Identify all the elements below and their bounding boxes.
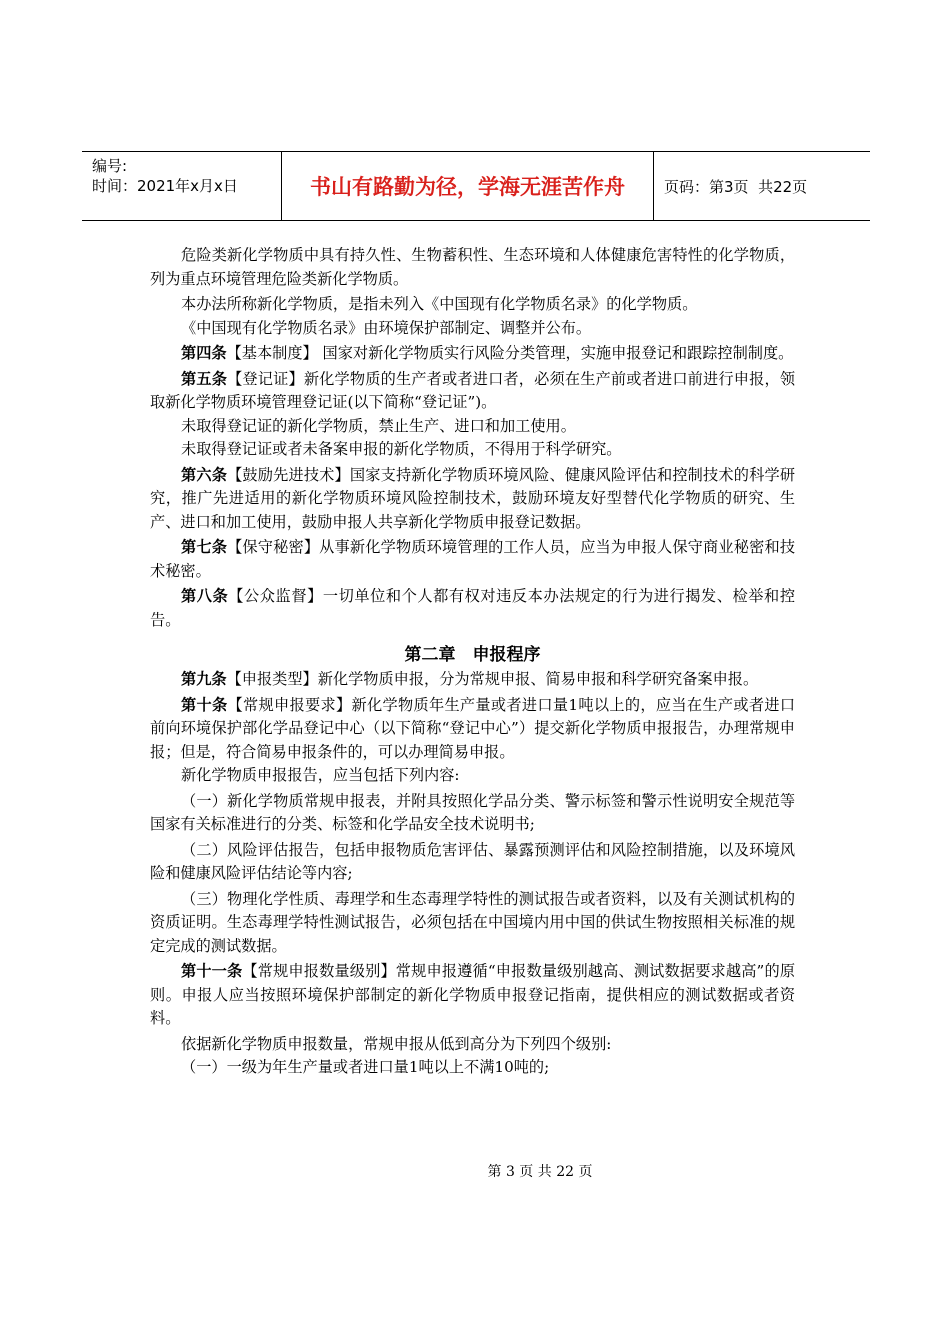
header-table [82,151,870,221]
footer-page-number: 第 3 页 共 22 页 [487,1164,593,1180]
paragraph: 未取得登记证的新化学物质，禁止生产、进口和加工使用。 [181,416,576,435]
article-title: 第四条 [181,344,227,362]
page-label: 页码：第3页 共22页 [664,177,808,196]
header-right-cell [654,152,870,220]
list-item: （三）物理化学性质、毒理学和生态毒理学特性的测试报告或者资料，以及有关测试机构的资质证明。生态毒理学特性测试报告，必须包括在中国境内用中国的供试生物按照相关标准的规定完成的测试数据。 [150,889,795,955]
chapter-heading: 第二章 申报程序 [404,645,541,665]
list-item: （一）新化学物质常规申报表，并附具按照化学品分类、警示标签和警示性说明安全规范等国家有关标准进行的分类、标签和化学品安全技术说明书; [150,791,795,833]
article-text: 【常规申报数量级别】常规申报遵循“申报数量级别越高、测试数据要求越高”的原则。申报人应当按照环境保护部制定的新化学物质申报登记指南，提供相应的测试数据或者资料。 [150,962,796,1027]
article-11 [150,960,795,1031]
article-title: 第九条 [181,670,227,688]
paragraph: 危险类新化学物质中具有持久性、生物蓄积性、生态环境和人体健康危害特性的化学物质，列为重点环境管理危险类新化学物质。 [150,246,795,288]
article-text: 【登记证】新化学物质的生产者或者进口者，必须在生产前或者进口前进行申报，领取新化学物质环境管理登记证(以下简称“登记证”)。 [150,369,795,411]
page-footer [0,1161,950,1181]
article-title: 第七条 [181,538,228,556]
paragraph: 《中国现有化学物质名录》由环境保护部制定、调整并公布。 [181,318,592,337]
article-7 [150,536,795,583]
list-item: （二）风险评估报告，包括申报物质危害评估、暴露预测评估和风险控制措施，以及环境风险和健康风险评估结论等内容; [150,840,795,882]
paragraph: 依据新化学物质申报数量，常规申报从低到高分为下列四个级别: [181,1034,612,1053]
paragraph: 本办法所称新化学物质，是指未列入《中国现有化学物质名录》的化学物质。 [181,295,698,313]
article-text: 【常规申报要求】新化学物质年生产量或者进口量1吨以上的，应当在生产或者进口前向环境保护部化学品登记中心（以下简称“登记中心”）提交新化学物质申报报告，办理常规申报；但是，符合简易申报条件的，可以办理简易申报。 [150,695,796,761]
paragraph: 未取得登记证或者未备案申报的新化学物质，不得用于科学研究。 [181,440,622,458]
article-4 [150,342,795,366]
article-text: 【保守秘密】从事新化学物质环境管理的工作人员，应当为申报人保守商业秘密和技术秘密。 [150,538,795,580]
article-title: 第六条 [181,465,228,484]
number-label: 编号: [92,157,128,175]
time-label: 时间：2021年x月x日 [92,177,238,195]
list-item: （一）一级为年生产量或者进口量1吨以上不满10吨的; [181,1058,550,1076]
paragraph: 新化学物质申报报告，应当包括下列内容: [181,766,460,784]
header-left-cell [82,152,282,220]
article-6 [150,464,795,535]
article-9 [150,668,795,692]
article-text: 【基本制度】 国家对新化学物质实行风险分类管理，实施申报登记和跟踪控制制度。 [226,344,794,362]
article-text: 【公众监督】一切单位和个人都有权对违反本办法规定的行为进行揭发、检举和控告。 [150,587,796,629]
article-text: 【申报类型】新化学物质申报，分为常规申报、简易申报和科学研究备案申报。 [226,670,759,688]
article-10 [150,694,795,765]
document-body [150,244,795,1080]
article-title: 第十条 [181,695,228,714]
article-title: 第八条 [181,587,229,605]
article-5 [150,368,795,415]
article-title: 第十一条 [181,962,243,980]
article-title: 第五条 [181,369,228,388]
article-text: 【鼓励先进技术】国家支持新化学物质环境风险、健康风险评估和控制技术的科学研究，推广先进适用的新化学物质环境风险控制技术，鼓励环境友好型替代化学物质的研究、生产、进口和加工使用，鼓励申报人共享新化学物质申报登记数据。 [150,465,795,531]
motto: 书山有路勤为径，学海无涯苦作舟 [282,152,654,220]
article-8 [150,585,795,632]
